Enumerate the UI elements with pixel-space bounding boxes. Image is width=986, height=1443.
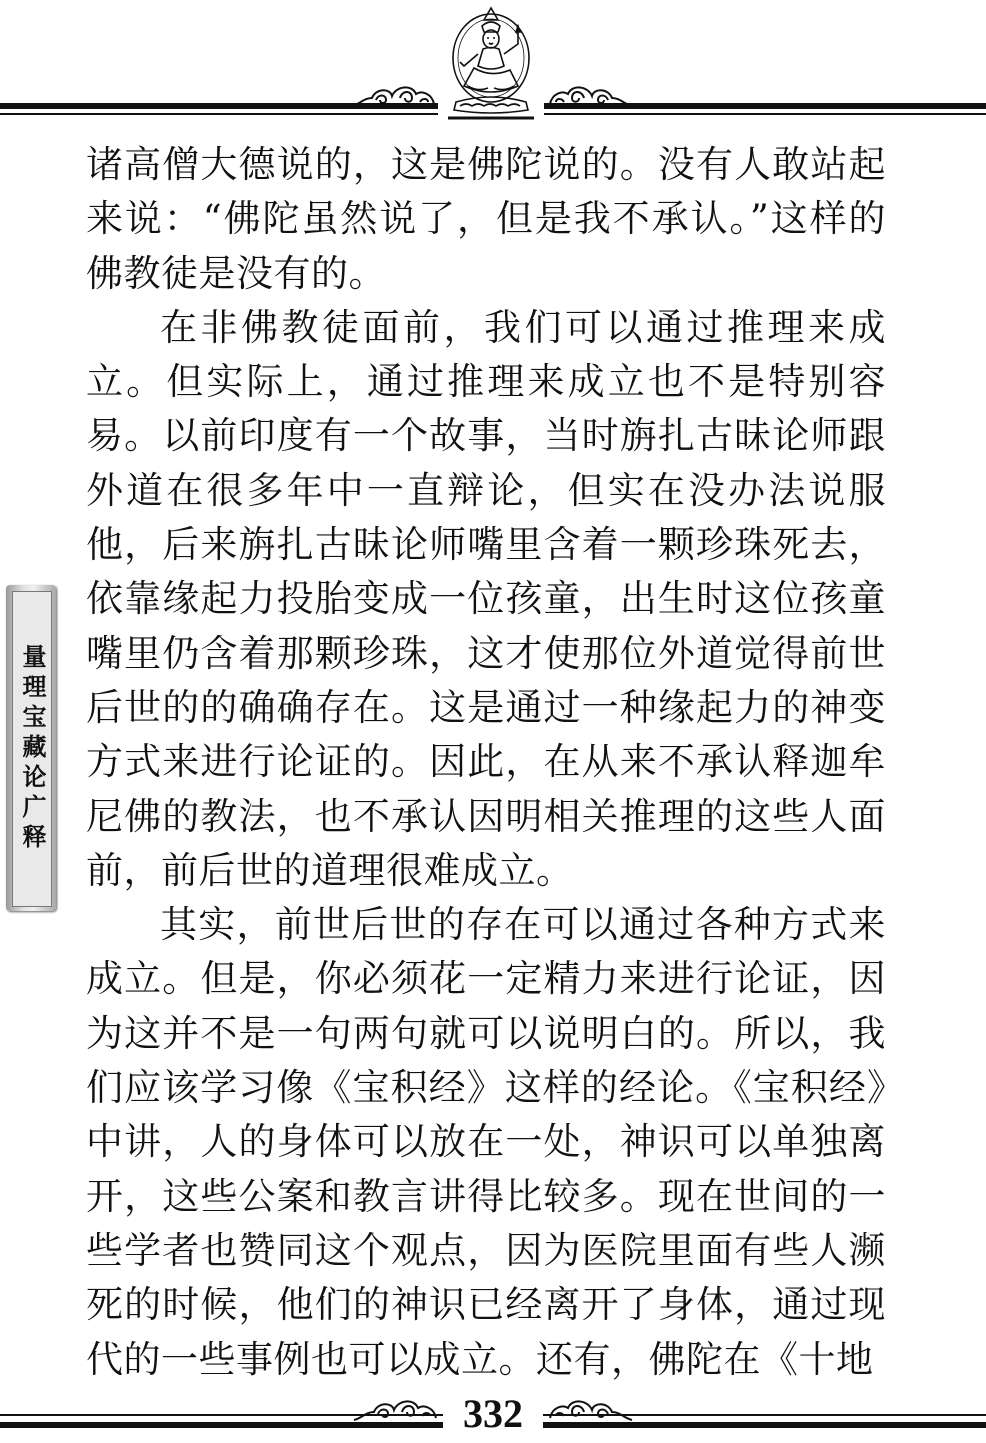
paragraph: 在非佛教徒面前，我们可以通过推理来成立。但实际上，通过推理来成立也不是特别容易。以前印度有一个故事，当时旃扎古昧论师跟外道在很多年中一直辩论，但实在没办法说服他，后来旃扎古昧论师嘴里含着一颗珍珠死去，依靠缘起力投胎变成一位孩童，出生时这位孩童嘴里仍含着那颗珍珠，这才使那位外道觉得前世后世的的确确存在。这是通过一种缘起力的神变方式来进行论证的。因此，在从来不承认释迦牟尼佛的教法，也不承认因明相关推理的这些人面前，前后世的道理很难成立。 xyxy=(86,305,886,892)
seated-deity-icon xyxy=(438,6,544,120)
page-number: 332 xyxy=(443,1392,543,1436)
header-cloud-left-icon xyxy=(350,78,436,108)
body-text xyxy=(86,138,886,1387)
footer-cloud-right-icon xyxy=(548,1392,634,1422)
paragraph: 其实，前世后世的存在可以通过各种方式来成立。但是，你必须花一定精力来进行论证，因为这并不是一句两句就可以说明白的。所以，我们应该学习像《宝积经》这样的经论。《宝积经》中讲，人的身体可以放在一处，神识可以单独离开，这些公案和教言讲得比较多。现在世间的一些学者也赞同这个观点，因为医院里面有些人濒死的时候，他们的神识已经离开了身体，通过现代的一些事例也可以成立。还有，佛陀在《十地 xyxy=(86,903,886,1381)
book-title-vertical: 量理宝藏论广释 xyxy=(18,644,46,854)
side-tab xyxy=(6,585,56,911)
paragraph: 诸高僧大德说的，这是佛陀说的。没有人敢站起来说：“佛陀虽然说了，但是我不承认。”这样的佛教徒是没有的。 xyxy=(86,143,886,295)
footer-cloud-left-icon xyxy=(352,1392,438,1422)
header-cloud-right-icon xyxy=(548,78,634,108)
side-tab-inner xyxy=(12,591,52,907)
